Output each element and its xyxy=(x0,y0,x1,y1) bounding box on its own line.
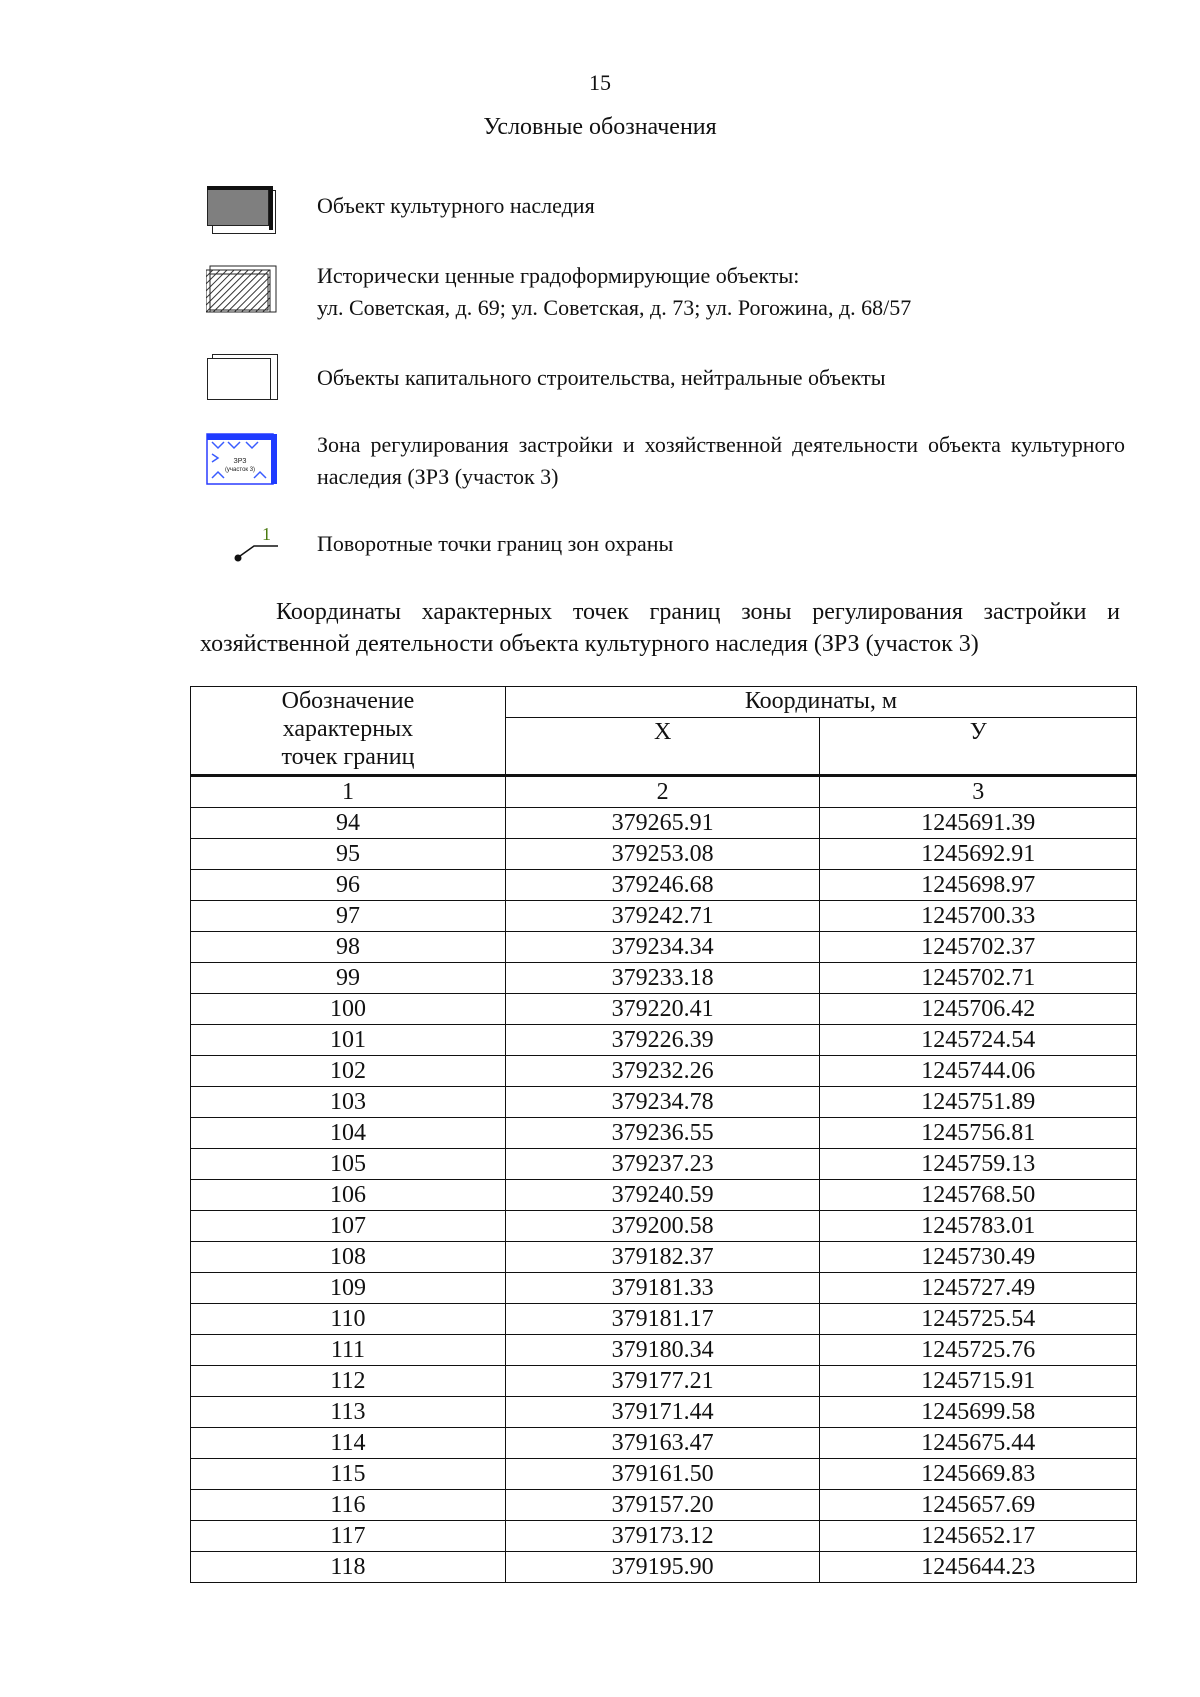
y-coordinate-cell: 1245657.69 xyxy=(820,1490,1137,1521)
table-row xyxy=(191,839,1137,870)
table-row xyxy=(191,901,1137,932)
coordinates-table xyxy=(190,686,1137,1583)
table-row xyxy=(191,1521,1137,1552)
y-coordinate-cell: 1245702.37 xyxy=(820,932,1137,963)
point-number-cell: 99 xyxy=(191,963,506,994)
legend-item-historic-objects xyxy=(206,262,1136,330)
point-number-cell: 109 xyxy=(191,1273,506,1304)
point-number-cell: 108 xyxy=(191,1242,506,1273)
x-coordinate-cell: 379171.44 xyxy=(505,1397,820,1428)
point-number-cell: 103 xyxy=(191,1087,506,1118)
y-coordinate-cell: 1245725.76 xyxy=(820,1335,1137,1366)
y-coordinate-cell: 1245727.49 xyxy=(820,1273,1137,1304)
point-number-cell: 113 xyxy=(191,1397,506,1428)
heritage-object-symbol xyxy=(206,186,278,234)
point-number-cell: 95 xyxy=(191,839,506,870)
legend-text-regulation-zone: Зона регулирования застройки и хозяйственной деятельности объекта культурного наследия (ЗРЗ (участок 3) xyxy=(317,432,1125,489)
y-coordinate-cell: 1245715.91 xyxy=(820,1366,1137,1397)
y-coordinate-cell: 1245698.97 xyxy=(820,870,1137,901)
point-number-cell: 115 xyxy=(191,1459,506,1490)
legend-item-turning-points xyxy=(206,520,1136,570)
y-coordinate-cell: 1245759.13 xyxy=(820,1149,1137,1180)
x-coordinate-cell: 379234.78 xyxy=(505,1087,820,1118)
table-row xyxy=(191,1180,1137,1211)
x-coordinate-cell: 379182.37 xyxy=(505,1242,820,1273)
page-number: 15 xyxy=(589,70,611,95)
y-coordinate-cell: 1245751.89 xyxy=(820,1087,1137,1118)
x-coordinate-cell: 379246.68 xyxy=(505,870,820,901)
neutral-object-symbol xyxy=(206,354,278,402)
x-coordinate-cell: 379232.26 xyxy=(505,1056,820,1087)
y-coordinate-cell: 1245691.39 xyxy=(820,808,1137,839)
point-number-cell: 112 xyxy=(191,1366,506,1397)
table-row xyxy=(191,1149,1137,1180)
legend-item-regulation-zone xyxy=(206,430,1136,500)
point-number-cell: 117 xyxy=(191,1521,506,1552)
table-row xyxy=(191,1552,1137,1583)
y-coordinate-cell: 1245652.17 xyxy=(820,1521,1137,1552)
legend-text-neutral-objects: Объекты капитального строительства, нейтральные объекты xyxy=(317,365,886,390)
point-number-cell: 102 xyxy=(191,1056,506,1087)
legend-text-historic-line-1: Исторически ценные градоформирующие объекты: xyxy=(317,263,800,288)
table-row xyxy=(191,963,1137,994)
regulation-zone-symbol xyxy=(206,430,278,486)
x-coordinate-cell: 379180.34 xyxy=(505,1335,820,1366)
y-coordinate-cell: 1245692.91 xyxy=(820,839,1137,870)
point-number-cell: 105 xyxy=(191,1149,506,1180)
x-coordinate-cell: 379173.12 xyxy=(505,1521,820,1552)
table-row xyxy=(191,1211,1137,1242)
x-coordinate-cell: 379233.18 xyxy=(505,963,820,994)
header-coordinates: Координаты, м xyxy=(505,687,1136,718)
y-coordinate-cell: 1245702.71 xyxy=(820,963,1137,994)
legend-item-heritage-object xyxy=(206,186,1136,246)
y-coordinate-cell: 1245706.42 xyxy=(820,994,1137,1025)
x-coordinate-cell: 379163.47 xyxy=(505,1428,820,1459)
table-row xyxy=(191,1025,1137,1056)
x-coordinate-cell: 379177.21 xyxy=(505,1366,820,1397)
x-coordinate-cell: 379236.55 xyxy=(505,1118,820,1149)
y-coordinate-cell: 1245724.54 xyxy=(820,1025,1137,1056)
x-coordinate-cell: 379220.41 xyxy=(505,994,820,1025)
point-number-cell: 97 xyxy=(191,901,506,932)
x-coordinate-cell: 379181.33 xyxy=(505,1273,820,1304)
column-number-2: 2 xyxy=(505,776,820,808)
coordinates-table-body xyxy=(191,808,1137,1583)
legend-text-turning-points: Поворотные точки границ зон охраны xyxy=(317,531,674,556)
table-row xyxy=(191,932,1137,963)
point-number-cell: 110 xyxy=(191,1304,506,1335)
x-coordinate-cell: 379200.58 xyxy=(505,1211,820,1242)
y-coordinate-cell: 1245700.33 xyxy=(820,901,1137,932)
point-number-cell: 101 xyxy=(191,1025,506,1056)
table-row xyxy=(191,1304,1137,1335)
x-coordinate-cell: 379237.23 xyxy=(505,1149,820,1180)
table-row xyxy=(191,1118,1137,1149)
column-number-1: 1 xyxy=(191,776,506,808)
table-row xyxy=(191,1490,1137,1521)
regulation-zone-symbol-label-top: ЗРЗ xyxy=(233,458,247,465)
header-y: У xyxy=(820,718,1137,776)
point-number-cell: 116 xyxy=(191,1490,506,1521)
point-number-cell: 107 xyxy=(191,1211,506,1242)
table-row xyxy=(191,1273,1137,1304)
x-coordinate-cell: 379226.39 xyxy=(505,1025,820,1056)
coordinates-heading-line-1: Координаты характерных точек границ зоны регулирования застройки и xyxy=(276,599,1120,625)
point-number-cell: 94 xyxy=(191,808,506,839)
legend-text-heritage-object: Объект культурного наследия xyxy=(317,193,595,218)
x-coordinate-cell: 379234.34 xyxy=(505,932,820,963)
y-coordinate-cell: 1245730.49 xyxy=(820,1242,1137,1273)
coordinates-heading-line-2: хозяйственной деятельности объекта культурного наследия (ЗРЗ (участок 3) xyxy=(200,631,979,657)
y-coordinate-cell: 1245768.50 xyxy=(820,1180,1137,1211)
table-row xyxy=(191,1397,1137,1428)
table-row xyxy=(191,1056,1137,1087)
table-row xyxy=(191,1335,1137,1366)
table-row xyxy=(191,1242,1137,1273)
y-coordinate-cell: 1245725.54 xyxy=(820,1304,1137,1335)
y-coordinate-cell: 1245644.23 xyxy=(820,1552,1137,1583)
point-number-cell: 111 xyxy=(191,1335,506,1366)
point-number-cell: 96 xyxy=(191,870,506,901)
point-number-cell: 98 xyxy=(191,932,506,963)
header-x: X xyxy=(505,718,820,776)
x-coordinate-cell: 379157.20 xyxy=(505,1490,820,1521)
point-number-cell: 114 xyxy=(191,1428,506,1459)
turning-point-number: 1 xyxy=(262,524,271,544)
turning-point-symbol xyxy=(232,520,296,566)
table-row xyxy=(191,808,1137,839)
table-row xyxy=(191,1428,1137,1459)
x-coordinate-cell: 379242.71 xyxy=(505,901,820,932)
hatched-building-symbol xyxy=(206,262,278,314)
x-coordinate-cell: 379253.08 xyxy=(505,839,820,870)
y-coordinate-cell: 1245669.83 xyxy=(820,1459,1137,1490)
legend-text-historic-line-2: ул. Советская, д. 69; ул. Советская, д. 73; ул. Рогожина, д. 68/57 xyxy=(317,295,912,320)
coordinates-heading xyxy=(200,596,1120,660)
point-number-cell: 118 xyxy=(191,1552,506,1583)
point-number-cell: 104 xyxy=(191,1118,506,1149)
table-row xyxy=(191,1087,1137,1118)
regulation-zone-symbol-label-bottom: (участок 3) xyxy=(224,467,256,473)
legend-text-historic-objects xyxy=(317,260,911,324)
table-row xyxy=(191,870,1137,901)
x-coordinate-cell: 379240.59 xyxy=(505,1180,820,1211)
x-coordinate-cell: 379181.17 xyxy=(505,1304,820,1335)
legend-item-neutral-objects xyxy=(206,354,1136,414)
table-row xyxy=(191,1459,1137,1490)
table-row xyxy=(191,1366,1137,1397)
y-coordinate-cell: 1245756.81 xyxy=(820,1118,1137,1149)
column-number-3: 3 xyxy=(820,776,1137,808)
y-coordinate-cell: 1245744.06 xyxy=(820,1056,1137,1087)
x-coordinate-cell: 379265.91 xyxy=(505,808,820,839)
point-number-cell: 100 xyxy=(191,994,506,1025)
y-coordinate-cell: 1245783.01 xyxy=(820,1211,1137,1242)
x-coordinate-cell: 379161.50 xyxy=(505,1459,820,1490)
x-coordinate-cell: 379195.90 xyxy=(505,1552,820,1583)
point-number-cell: 106 xyxy=(191,1180,506,1211)
legend-title: Условные обозначения xyxy=(483,114,717,140)
y-coordinate-cell: 1245675.44 xyxy=(820,1428,1137,1459)
table-row xyxy=(191,994,1137,1025)
header-point-designation: Обозначение характерных точек границ xyxy=(191,687,506,776)
y-coordinate-cell: 1245699.58 xyxy=(820,1397,1137,1428)
